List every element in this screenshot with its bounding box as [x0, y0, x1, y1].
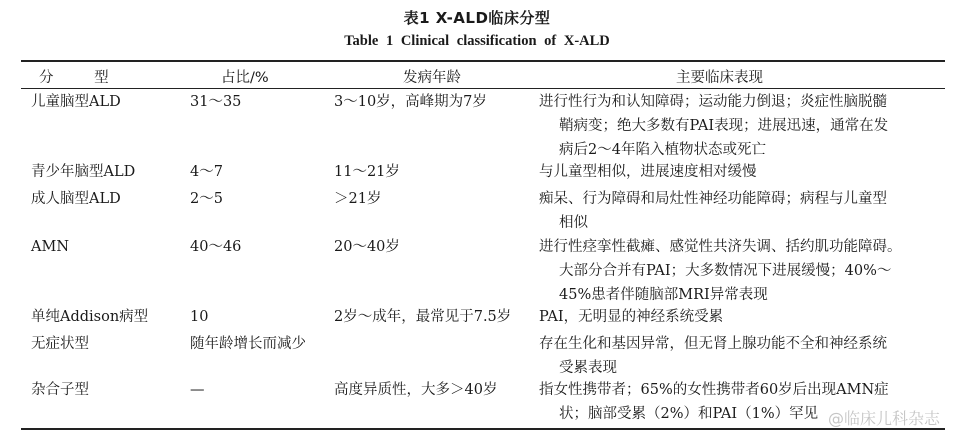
- manifestation-line: 进行性行为和认知障碍；运动能力倒退；炎症性脑脱髓: [539, 94, 887, 110]
- manifestation-line: 大部分合并有PAI；大多数情况下进展缓慢；40%～: [559, 263, 892, 279]
- cell-type: AMN: [31, 239, 70, 255]
- manifestation-line: 相似: [559, 215, 588, 231]
- cell-manifestation: [539, 235, 949, 307]
- cell-type: 成人脑型ALD: [31, 191, 121, 207]
- cell-age: 2岁～成年，最常见于7.5岁: [334, 309, 512, 325]
- cell-ratio: 10: [190, 309, 209, 325]
- cell-manifestation: [539, 90, 949, 162]
- header-onset-age: 发病年龄: [403, 70, 461, 86]
- cell-ratio: 31～35: [190, 94, 242, 110]
- manifestation-line: 鞘病变；绝大多数有PAI表现；进展迅速，通常在发: [559, 118, 889, 134]
- manifestation-line: 痴呆、行为障碍和局灶性神经功能障碍；病程与儿童型: [539, 191, 887, 207]
- manifestation-line: 状；脑部受累（2%）和PAI（1%）罕见: [559, 406, 819, 422]
- cell-ratio: —: [190, 382, 205, 398]
- cell-manifestation: [539, 332, 949, 380]
- cell-manifestation: [539, 305, 949, 329]
- cell-age: 11～21岁: [334, 164, 400, 180]
- cell-ratio: 随年龄增长而减少: [190, 336, 306, 352]
- cell-type: 青少年脑型ALD: [31, 164, 136, 180]
- manifestation-line: 病后2～4年陷入植物状态或死亡: [559, 142, 766, 158]
- manifestation-line: PAI，无明显的神经系统受累: [539, 309, 724, 325]
- cell-age: 3～10岁，高峰期为7岁: [334, 94, 487, 110]
- cell-ratio: 40～46: [190, 239, 242, 255]
- cell-ratio: 2～5: [190, 191, 223, 207]
- cell-type: 儿童脑型ALD: [31, 94, 121, 110]
- table-header: [21, 62, 945, 88]
- manifestation-line: 45%患者伴随脑部MRI异常表现: [559, 287, 768, 303]
- cell-type: 单纯Addison病型: [31, 309, 149, 325]
- header-manifestation: 主要临床表现: [676, 70, 763, 86]
- cell-type: 杂合子型: [31, 382, 89, 398]
- cell-manifestation: [539, 187, 949, 235]
- table-title-en: Table 1 Clinical classification of X-ALD: [344, 33, 610, 49]
- header-ratio: 占比/%: [221, 70, 269, 86]
- bottom-rule: [21, 428, 945, 430]
- cell-age: 20～40岁: [334, 239, 400, 255]
- watermark: @临床儿科杂志: [827, 409, 940, 428]
- table-title-cn: 表1 X-ALD临床分型: [403, 9, 551, 27]
- cell-ratio: 4～7: [190, 164, 223, 180]
- header-rule: [21, 88, 945, 89]
- manifestation-line: 与儿童型相似，进展速度相对缓慢: [539, 164, 757, 180]
- manifestation-line: 指女性携带者；65%的女性携带者60岁后出现AMN症: [539, 382, 889, 398]
- cell-age: ＞21岁: [334, 191, 382, 207]
- cell-age: 高度异质性，大多＞40岁: [334, 382, 498, 398]
- cell-manifestation: [539, 160, 949, 184]
- cell-type: 无症状型: [31, 336, 89, 352]
- header-type: 分 型: [39, 70, 127, 86]
- manifestation-line: 进行性痉挛性截瘫、感觉性共济失调、括约肌功能障碍。: [539, 239, 902, 255]
- manifestation-line: 存在生化和基因异常，但无肾上腺功能不全和神经系统: [539, 336, 887, 352]
- manifestation-line: 受累表现: [559, 360, 617, 376]
